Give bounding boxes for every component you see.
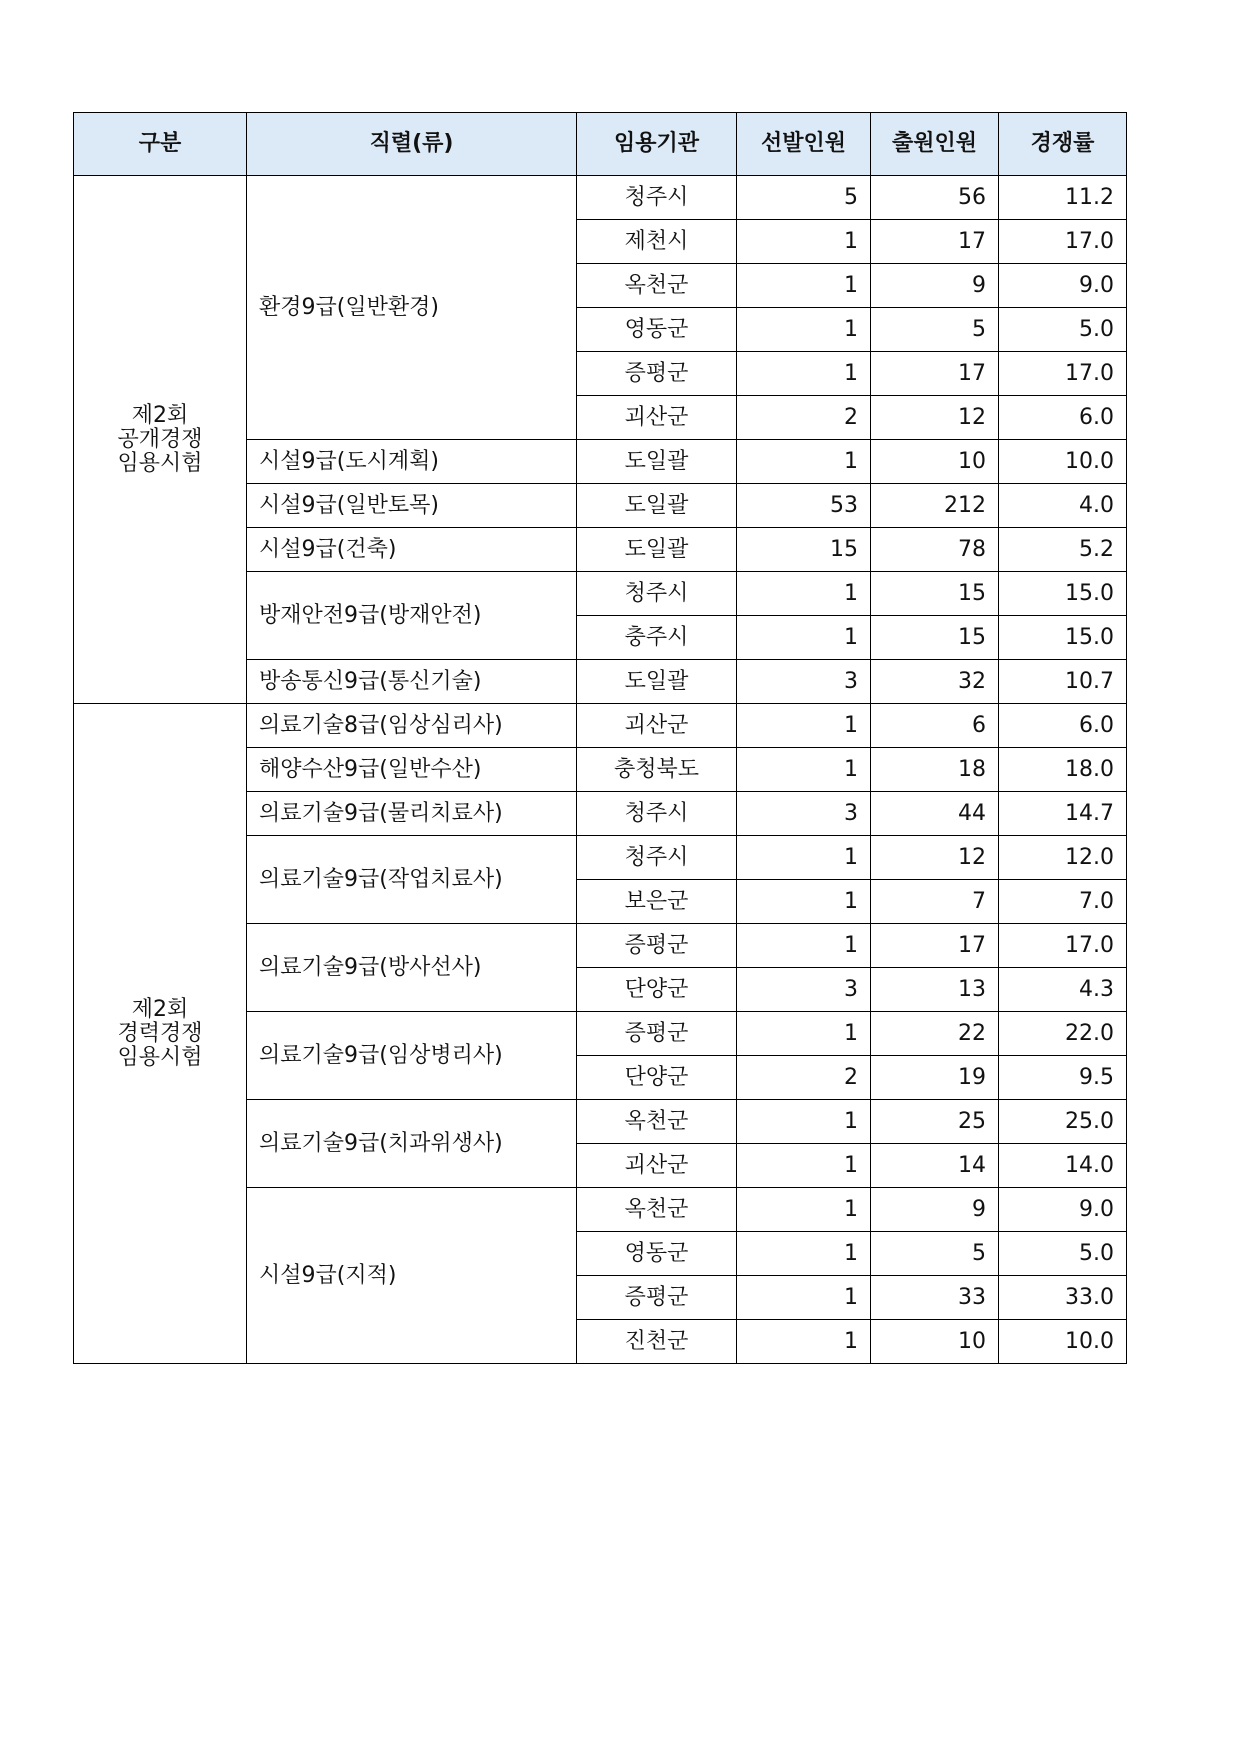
job-series-cell: 시설9급(지적) <box>247 1188 577 1364</box>
agency-cell: 충주시 <box>577 616 737 660</box>
exam-category-line: 임용시험 <box>117 450 203 476</box>
job-series-cell: 방송통신9급(통신기술) <box>247 660 577 704</box>
competition-ratio-cell: 14.0 <box>999 1144 1127 1188</box>
selected-count-cell: 5 <box>737 176 871 220</box>
table-row <box>74 704 1127 748</box>
agency-cell: 제천시 <box>577 220 737 264</box>
selected-count-cell: 3 <box>737 792 871 836</box>
competition-ratio-cell: 10.0 <box>999 1320 1127 1364</box>
applicant-count-cell: 15 <box>871 572 999 616</box>
job-series-cell: 환경9급(일반환경) <box>247 176 577 440</box>
applicant-count-cell: 14 <box>871 1144 999 1188</box>
selected-count-cell: 1 <box>737 1232 871 1276</box>
selected-count-cell: 2 <box>737 396 871 440</box>
agency-cell: 옥천군 <box>577 1188 737 1232</box>
competition-ratio-cell: 9.0 <box>999 1188 1127 1232</box>
competition-ratio-cell: 12.0 <box>999 836 1127 880</box>
table-row <box>74 176 1127 220</box>
selected-count-cell: 1 <box>737 1144 871 1188</box>
applicant-count-cell: 17 <box>871 924 999 968</box>
competition-ratio-cell: 9.0 <box>999 264 1127 308</box>
competition-ratio-cell: 6.0 <box>999 704 1127 748</box>
applicant-count-cell: 9 <box>871 1188 999 1232</box>
competition-ratio-cell: 6.0 <box>999 396 1127 440</box>
applicant-count-cell: 32 <box>871 660 999 704</box>
applicant-count-cell: 12 <box>871 396 999 440</box>
applicant-count-cell: 10 <box>871 440 999 484</box>
competition-ratio-cell: 7.0 <box>999 880 1127 924</box>
competition-ratio-cell: 5.0 <box>999 1232 1127 1276</box>
header-job: 직렬(류) <box>247 113 577 176</box>
exam-category-line: 임용시험 <box>117 1044 203 1070</box>
agency-cell: 청주시 <box>577 836 737 880</box>
header-row <box>74 113 1127 176</box>
selected-count-cell: 1 <box>737 836 871 880</box>
exam-category-cell <box>74 176 247 704</box>
competition-ratio-cell: 17.0 <box>999 220 1127 264</box>
applicant-count-cell: 9 <box>871 264 999 308</box>
selected-count-cell: 3 <box>737 968 871 1012</box>
table-body <box>74 176 1127 1364</box>
agency-cell: 괴산군 <box>577 396 737 440</box>
applicant-count-cell: 44 <box>871 792 999 836</box>
exam-category-line: 경력경쟁 <box>117 1020 203 1046</box>
agency-cell: 충청북도 <box>577 748 737 792</box>
agency-cell: 단양군 <box>577 1056 737 1100</box>
competition-rate-table <box>73 112 1127 1364</box>
applicant-count-cell: 25 <box>871 1100 999 1144</box>
competition-ratio-cell: 9.5 <box>999 1056 1127 1100</box>
selected-count-cell: 1 <box>737 1188 871 1232</box>
selected-count-cell: 1 <box>737 440 871 484</box>
agency-cell: 청주시 <box>577 572 737 616</box>
selected-count-cell: 1 <box>737 1320 871 1364</box>
competition-ratio-cell: 10.7 <box>999 660 1127 704</box>
job-series-cell: 해양수산9급(일반수산) <box>247 748 577 792</box>
agency-cell: 보은군 <box>577 880 737 924</box>
applicant-count-cell: 10 <box>871 1320 999 1364</box>
applicant-count-cell: 7 <box>871 880 999 924</box>
header-applicants: 출원인원 <box>871 113 999 176</box>
competition-ratio-cell: 5.2 <box>999 528 1127 572</box>
applicant-count-cell: 18 <box>871 748 999 792</box>
agency-cell: 증평군 <box>577 352 737 396</box>
selected-count-cell: 53 <box>737 484 871 528</box>
selected-count-cell: 3 <box>737 660 871 704</box>
applicant-count-cell: 212 <box>871 484 999 528</box>
job-series-cell: 시설9급(건축) <box>247 528 577 572</box>
selected-count-cell: 1 <box>737 1012 871 1056</box>
exam-category-cell <box>74 704 247 1364</box>
selected-count-cell: 1 <box>737 704 871 748</box>
selected-count-cell: 15 <box>737 528 871 572</box>
competition-ratio-cell: 14.7 <box>999 792 1127 836</box>
header-ratio: 경쟁률 <box>999 113 1127 176</box>
competition-ratio-cell: 10.0 <box>999 440 1127 484</box>
applicant-count-cell: 5 <box>871 308 999 352</box>
selected-count-cell: 1 <box>737 264 871 308</box>
job-series-cell: 시설9급(도시계획) <box>247 440 577 484</box>
agency-cell: 증평군 <box>577 1276 737 1320</box>
applicant-count-cell: 78 <box>871 528 999 572</box>
selected-count-cell: 1 <box>737 572 871 616</box>
competition-ratio-cell: 25.0 <box>999 1100 1127 1144</box>
job-series-cell: 의료기술8급(임상심리사) <box>247 704 577 748</box>
selected-count-cell: 1 <box>737 308 871 352</box>
job-series-cell: 의료기술9급(물리치료사) <box>247 792 577 836</box>
competition-ratio-cell: 15.0 <box>999 572 1127 616</box>
job-series-cell: 의료기술9급(임상병리사) <box>247 1012 577 1100</box>
agency-cell: 옥천군 <box>577 264 737 308</box>
agency-cell: 괴산군 <box>577 1144 737 1188</box>
selected-count-cell: 1 <box>737 616 871 660</box>
selected-count-cell: 2 <box>737 1056 871 1100</box>
exam-category-line: 제2회 <box>131 402 189 428</box>
competition-ratio-cell: 17.0 <box>999 924 1127 968</box>
agency-cell: 증평군 <box>577 924 737 968</box>
agency-cell: 도일괄 <box>577 440 737 484</box>
applicant-count-cell: 19 <box>871 1056 999 1100</box>
competition-ratio-cell: 4.3 <box>999 968 1127 1012</box>
agency-cell: 도일괄 <box>577 484 737 528</box>
applicant-count-cell: 13 <box>871 968 999 1012</box>
header-agency: 임용기관 <box>577 113 737 176</box>
competition-ratio-cell: 5.0 <box>999 308 1127 352</box>
header-category: 구분 <box>74 113 247 176</box>
agency-cell: 청주시 <box>577 792 737 836</box>
agency-cell: 괴산군 <box>577 704 737 748</box>
agency-cell: 청주시 <box>577 176 737 220</box>
job-series-cell: 방재안전9급(방재안전) <box>247 572 577 660</box>
competition-ratio-cell: 33.0 <box>999 1276 1127 1320</box>
competition-ratio-cell: 17.0 <box>999 352 1127 396</box>
competition-ratio-cell: 22.0 <box>999 1012 1127 1056</box>
applicant-count-cell: 56 <box>871 176 999 220</box>
applicant-count-cell: 17 <box>871 220 999 264</box>
applicant-count-cell: 15 <box>871 616 999 660</box>
selected-count-cell: 1 <box>737 880 871 924</box>
exam-category-line: 공개경쟁 <box>117 426 203 452</box>
applicant-count-cell: 12 <box>871 836 999 880</box>
header-selected: 선발인원 <box>737 113 871 176</box>
agency-cell: 단양군 <box>577 968 737 1012</box>
applicant-count-cell: 17 <box>871 352 999 396</box>
competition-ratio-cell: 11.2 <box>999 176 1127 220</box>
agency-cell: 증평군 <box>577 1012 737 1056</box>
competition-ratio-cell: 18.0 <box>999 748 1127 792</box>
selected-count-cell: 1 <box>737 1276 871 1320</box>
job-series-cell: 시설9급(일반토목) <box>247 484 577 528</box>
agency-cell: 도일괄 <box>577 528 737 572</box>
job-series-cell: 의료기술9급(치과위생사) <box>247 1100 577 1188</box>
applicant-count-cell: 5 <box>871 1232 999 1276</box>
competition-ratio-cell: 15.0 <box>999 616 1127 660</box>
exam-category-line: 제2회 <box>131 996 189 1022</box>
selected-count-cell: 1 <box>737 220 871 264</box>
applicant-count-cell: 6 <box>871 704 999 748</box>
job-series-cell: 의료기술9급(방사선사) <box>247 924 577 1012</box>
selected-count-cell: 1 <box>737 352 871 396</box>
selected-count-cell: 1 <box>737 1100 871 1144</box>
agency-cell: 도일괄 <box>577 660 737 704</box>
selected-count-cell: 1 <box>737 924 871 968</box>
agency-cell: 영동군 <box>577 1232 737 1276</box>
agency-cell: 영동군 <box>577 308 737 352</box>
applicant-count-cell: 33 <box>871 1276 999 1320</box>
agency-cell: 진천군 <box>577 1320 737 1364</box>
agency-cell: 옥천군 <box>577 1100 737 1144</box>
competition-ratio-cell: 4.0 <box>999 484 1127 528</box>
applicant-count-cell: 22 <box>871 1012 999 1056</box>
selected-count-cell: 1 <box>737 748 871 792</box>
job-series-cell: 의료기술9급(작업치료사) <box>247 836 577 924</box>
